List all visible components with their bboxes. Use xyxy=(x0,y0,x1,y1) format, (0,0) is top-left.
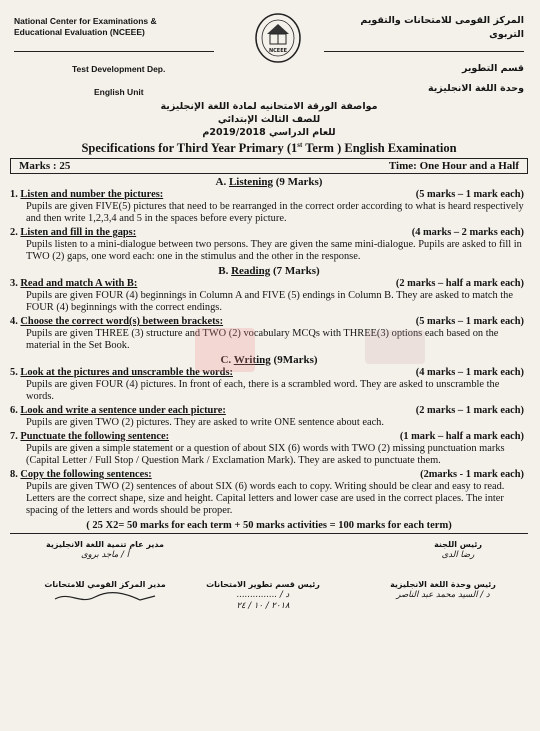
spec-item xyxy=(10,405,528,429)
spec-item-title: Listen and fill in the gaps: xyxy=(20,227,137,239)
svg-text:NCEEE: NCEEE xyxy=(268,48,288,54)
nceee-logo xyxy=(253,12,303,64)
spec-item-title: Look at the pictures and unscramble the words: xyxy=(20,367,233,379)
unit-name-en: English Unit xyxy=(94,87,144,97)
english-title xyxy=(10,141,528,156)
letterhead-arabic xyxy=(314,14,524,102)
unit-name-ar: وحدة اللغة الانجليزية xyxy=(427,83,524,94)
sig-date: ٢٠١٨ / ١٠ / ٢٤ xyxy=(236,601,290,612)
sig-committee-head xyxy=(398,540,518,560)
org-name-en-line1: National Center for Examinations & xyxy=(14,16,157,26)
sig-center-director-title: مدير المركز القومي للامتحانات xyxy=(44,580,166,590)
arabic-title-line1: مواصفة الورقة الامتحانيه لمادة اللغة الإنجليزية xyxy=(160,101,378,112)
org-name-en-line2: Educational Evaluation (NCEEE) xyxy=(14,27,145,37)
spec-item-description: Pupils are given FIVE(5) pictures that need to be rearranged in the correct order according to what is heard respectively and then write 1,2,3,4 and 5 in the spaces before every picture. xyxy=(26,201,524,225)
spec-item-marks: (4 marks – 1 mark each) xyxy=(415,367,524,379)
spec-item-title: Listen and number the pictures: xyxy=(20,189,164,201)
sig-committee-head-name: رضا الدى xyxy=(441,550,475,561)
exam-time: Time: One Hour and a Half xyxy=(388,160,519,173)
spec-item-marks: (2 marks – 1 mark each) xyxy=(415,405,524,417)
section-name: Writing xyxy=(233,354,271,367)
sig-unit-head-title: رئيس وحدة اللغة الانجليزية xyxy=(390,580,496,590)
letterhead-english xyxy=(14,16,224,97)
sig-dept-head-name: د / ............... xyxy=(236,590,290,601)
spec-item-marks: (2marks - 1 mark each) xyxy=(420,469,524,481)
sig-unit-head xyxy=(358,580,528,600)
spec-item-number: 8. xyxy=(10,469,18,481)
spec-item-description: Pupils are given FOUR (4) beginnings in Column A and FIVE (5) endings in Column B. They are asked to match the FOUR (4) beginnings with the correct endings. xyxy=(26,290,513,314)
spec-item-description: Pupils are given TWO (2) sentences of about SIX (6) words each to copy. Writing should be clear and easy to read. Letters are the correct shape, size and height. Capital letters and lower case are used in the correct places. The inter spacing of the letters and words should be proper. xyxy=(26,481,505,517)
spec-item-heading xyxy=(10,405,528,417)
section-marks: (9Marks) xyxy=(273,354,318,367)
section-name: Listening xyxy=(228,176,273,189)
spec-item xyxy=(10,189,528,225)
sig-dev-director xyxy=(30,540,180,560)
english-title-sup: st xyxy=(297,141,303,149)
sig-dev-director-title: مدير عام تنمية اللغة الانجليزية xyxy=(46,540,164,550)
section-letter: A. xyxy=(215,176,227,189)
total-marks-note: ( 25 X2= 50 marks for each term + 50 marks activities = 100 marks for each term) xyxy=(86,520,452,532)
spec-item-number: 2. xyxy=(10,227,18,239)
spec-item-description: Pupils are given TWO (2) pictures. They are asked to write ONE sentence about each. xyxy=(26,417,384,429)
spec-item-number: 6. xyxy=(10,405,18,417)
spec-item-title: Copy the following sentences: xyxy=(20,469,152,481)
arabic-title-line3: للعام الدراسي 2019/2018م xyxy=(202,127,336,138)
section-marks: (9 Marks) xyxy=(275,176,323,189)
section-heading xyxy=(10,176,528,188)
spec-item-description: Pupils are given THREE (3) structure and TWO (2) vocabulary MCQs with THREE(3) options each based on the material in the Set Book. xyxy=(26,328,499,352)
sig-dev-director-name: أ / ماجد بروى xyxy=(80,550,129,561)
spec-item xyxy=(10,227,528,263)
section-name: Reading xyxy=(231,265,271,278)
dept-name-ar: قسم التطوير xyxy=(461,63,524,74)
spec-item-heading xyxy=(10,227,528,239)
spec-item-number: 1. xyxy=(10,189,18,201)
spec-item-marks: (2 marks – half a mark each) xyxy=(395,278,524,290)
watermark-logo xyxy=(165,322,445,382)
section-letter: B. xyxy=(218,265,229,278)
sig-dept-head xyxy=(188,580,338,611)
spec-item-number: 4. xyxy=(10,316,18,328)
spec-item xyxy=(10,278,528,314)
org-name-ar-line1: المركز القومى للامتحانات والتقويم xyxy=(360,15,524,26)
header-rule-left xyxy=(14,51,214,52)
sig-unit-head-name: د / السيد محمد عبد الناصر xyxy=(396,590,490,601)
spec-item xyxy=(10,469,528,517)
spec-item-description: Pupils are given FOUR (4) pictures. In front of each, there is a scrambled word. They are asked to unscramble the words. xyxy=(26,379,500,403)
section-marks: (7 Marks) xyxy=(272,265,320,278)
header-rule-right xyxy=(324,51,524,52)
spec-item-heading xyxy=(10,278,528,290)
spec-item xyxy=(10,431,528,467)
sig-center-director xyxy=(30,580,180,607)
spec-item-marks: (5 marks – 1 mark each) xyxy=(415,189,524,201)
org-name-ar-line2: التربوى xyxy=(489,29,524,40)
spec-item-number: 5. xyxy=(10,367,18,379)
spec-item-marks: (5 marks – 1 mark each) xyxy=(415,316,524,328)
spec-item-title: Look and write a sentence under each picture: xyxy=(20,405,226,417)
marks-time-bar xyxy=(10,158,528,174)
spec-item-marks: (1 mark – half a mark each) xyxy=(399,431,524,443)
letterhead xyxy=(10,8,528,100)
sig-dept-head-title: رئيس قسم تطوير الامتحانات xyxy=(206,580,320,590)
spec-item-title: Read and match A with B: xyxy=(20,278,138,290)
spec-item-heading xyxy=(10,469,528,481)
total-marks: Marks : 25 xyxy=(19,160,71,173)
spec-item-heading xyxy=(10,189,528,201)
spec-item-heading xyxy=(10,431,528,443)
spec-item-description: Pupils are given a simple statement or a question of about SIX (6) words with TWO (2) missing punctuation marks (Capital Letter / Full Stop / Question Mark / Exclamation Mark). They are asked to punctuate them. xyxy=(26,443,505,467)
spec-item-title: Punctuate the following sentence: xyxy=(20,431,170,443)
english-title-main: Specifications for Third Year Primary (1 xyxy=(81,141,298,156)
signatures xyxy=(10,534,528,618)
spec-item-number: 7. xyxy=(10,431,18,443)
spec-item-title: Choose the correct word(s) between brackets: xyxy=(20,316,224,328)
section-letter: C. xyxy=(220,354,232,367)
sig-committee-head-title: رئيس اللجنة xyxy=(434,540,482,550)
spec-item-number: 3. xyxy=(10,278,18,290)
spec-item-marks: (4 marks – 2 marks each) xyxy=(411,227,524,239)
dept-name-en: Test Development Dep. xyxy=(72,64,166,74)
english-title-rest: Term ) English Examination xyxy=(302,141,457,156)
arabic-title-line2: للصف الثالث الإبتدائي xyxy=(217,114,321,125)
spec-item-description: Pupils listen to a mini-dialogue between two persons. They are given the same mini-dialogue. Pupils are asked to fill in TWO (2) gaps, one word each: one in the stimulus and the other in the response. xyxy=(26,239,522,263)
signature-scribble xyxy=(45,591,165,605)
section-heading xyxy=(10,265,528,277)
